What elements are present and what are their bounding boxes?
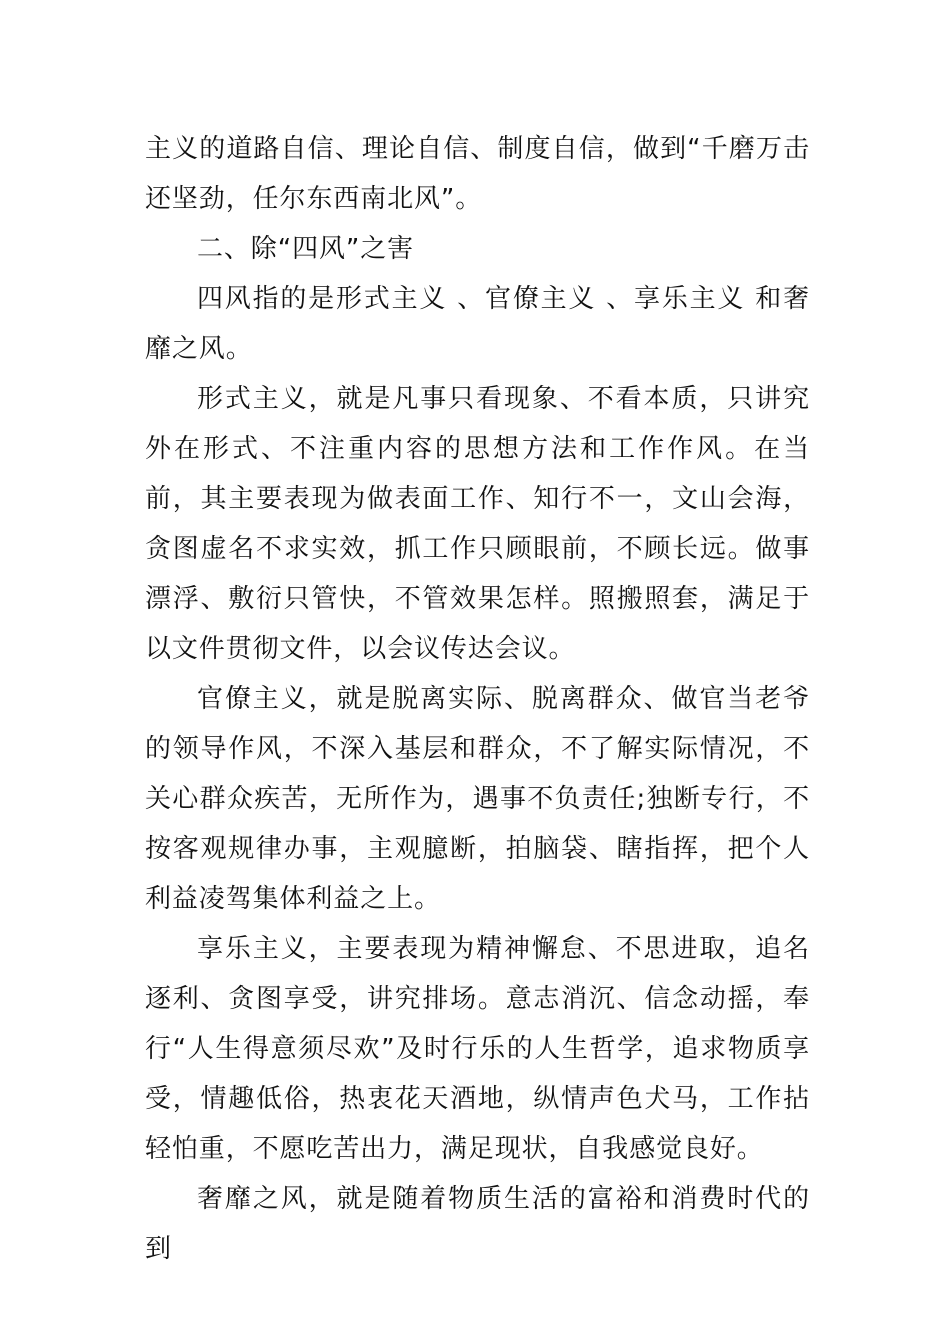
section-heading: 二、除“四风”之害 xyxy=(197,234,415,264)
paragraph-continuation: 主义的道路自信、理论自信、制度自信，做到“千磨万击还坚劲，任尔东西南北风”。 xyxy=(145,134,810,214)
document-body xyxy=(145,124,810,1274)
paragraph-four-winds-definition: 四风指的是形式主义 、官僚主义 、享乐主义 和奢靡之风。 xyxy=(145,284,810,364)
paragraph-extravagance: 奢靡之风，就是随着物质生活的富裕和消费时代的到 xyxy=(145,1184,810,1264)
paragraph-bureaucratism: 官僚主义，就是脱离实际、脱离群众、做官当老爷的领导作风，不深入基层和群众，不了解实际情况，不关心群众疾苦，无所作为，遇事不负责任;独断专行，不按客观规律办事，主观臆断，拍脑袋、瞎指挥，把个人利益凌驾集体利益之上。 xyxy=(145,684,810,914)
paragraph-formalism: 形式主义，就是凡事只看现象、不看本质，只讲究外在形式、不注重内容的思想方法和工作作风。在当前，其主要表现为做表面工作、知行不一，文山会海，贪图虚名不求实效，抓工作只顾眼前，不顾长远。做事漂浮、敷衍只管快，不管效果怎样。照搬照套，满足于以文件贯彻文件，以会议传达会议。 xyxy=(145,384,810,664)
paragraph-hedonism: 享乐主义，主要表现为精神懈怠、不思进取，追名逐利、贪图享受，讲究排场。意志消沉、信念动摇，奉行“人生得意须尽欢”及时行乐的人生哲学，追求物质享受，情趣低俗，热衷花天酒地，纵情声色犬马，工作拈轻怕重，不愿吃苦出力，满足现状，自我感觉良好。 xyxy=(145,934,810,1164)
